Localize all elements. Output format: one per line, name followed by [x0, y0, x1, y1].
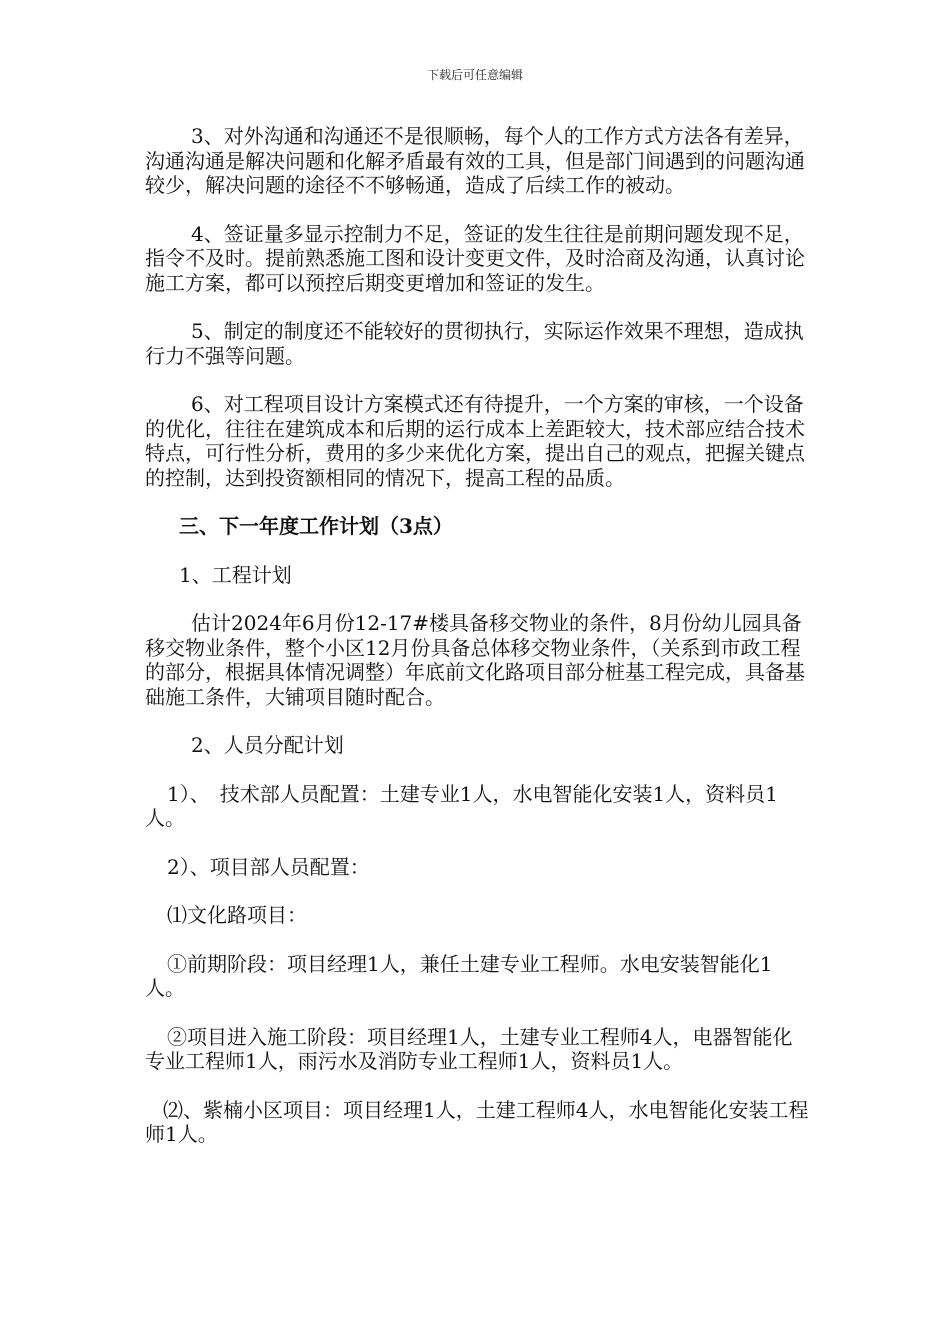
paragraph-5: 5、制定的制度还不能较好的贯彻执行，实际运作效果不理想，造成执行力不强等问题。	[145, 319, 804, 368]
paragraph-wenhua-road: ⑴文化路项目：	[167, 903, 307, 927]
paragraph-construction-stage: ②项目进入施工阶段：项目经理1人，土建专业工程师4人，电器智能化专业工程师1人，雨污水及消防专业工程师1人，资料员1人。	[145, 1024, 793, 1073]
paragraph-tech-dept-staff: 1）、 技术部人员配置：土建专业1人，水电智能化安装1人，资料员1人。	[145, 781, 778, 830]
paragraph-3: 3、对外沟通和沟通还不是很顺畅，每个人的工作方式方法各有差异，沟通沟通是解决问题和化解矛盾最有效的工具，但是部门间遇到的问题沟通较少，解决问题的途径不不够畅通，造成了后续工作的被动。	[145, 124, 805, 197]
paragraph-project-dept-staff: 2）、项目部人员配置：	[167, 854, 370, 879]
paragraph-zinan-community: ⑵、紫楠小区项目：项目经理1人，土建工程师4人，水电智能化安装工程师1人。	[145, 1097, 809, 1146]
subheading-project-plan: 1、工程计划	[179, 562, 292, 587]
paragraph-project-plan: 估计2024年6月份12-17#楼具备移交物业的条件，8月份幼儿园具备移交物业条件，整个小区12月份具备总体移交物业条件，（关系到市政工程的部分，根据具体情况调整）年底前文化路项目部分桩基工程完成，具备基础施工条件，大铺项目随时配合。	[145, 611, 805, 709]
paragraph-early-stage: ①前期阶段：项目经理1人，兼任土建专业工程师。水电安装智能化1人。	[145, 951, 773, 1000]
document-body	[145, 124, 810, 1147]
paragraph-4: 4、签证量多显示控制力不足，签证的发生往往是前期问题发现不足，指令不及时。提前熟悉施工图和设计变更文件，及时洽商及沟通，认真讨论施工方案，都可以预控后期变更增加和签证的发生。	[145, 221, 805, 295]
paragraph-6: 6、对工程项目设计方案模式还有待提升，一个方案的审核，一个设备的优化，往往在建筑成本和后期的运行成本上差距较大，技术部应结合技术特点，可行性分析，费用的多少来优化方案，提出自己的观点，把握关键点的控制，达到投资额相同的情况下，提高工程的品质。	[145, 392, 805, 490]
subheading-staffing-plan: 2、人员分配计划	[191, 733, 344, 757]
page-header: 下载后可任意编辑	[426, 68, 523, 82]
section-heading-3: 三、下一年度工作计划（3点）	[179, 514, 453, 538]
